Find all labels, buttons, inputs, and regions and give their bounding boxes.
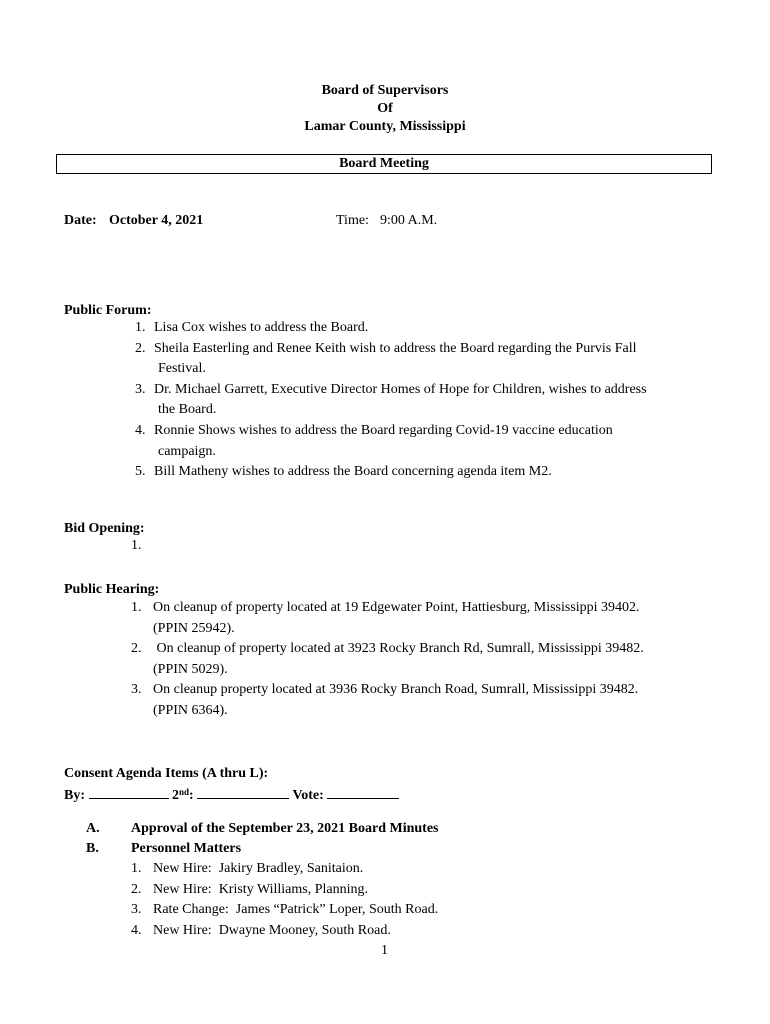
- list-item-number: 5.: [135, 464, 146, 479]
- list-item-number: 1.: [131, 538, 142, 553]
- by-label: By:: [64, 788, 85, 803]
- meeting-title-box: Board Meeting: [56, 154, 712, 174]
- list-item-continued: (PPIN 6364).: [153, 703, 228, 718]
- list-item-number: 3.: [135, 382, 146, 397]
- list-item: On cleanup of property located at 19 Edgewater Point, Hattiesburg, Mississippi 39402.: [153, 600, 640, 615]
- list-item-number: 1.: [131, 861, 142, 876]
- list-item: Rate Change: James “Patrick” Loper, South Road.: [153, 902, 439, 917]
- page-number: 1: [381, 943, 388, 958]
- list-item-number: 4.: [135, 423, 146, 438]
- list-item: New Hire: Kristy Williams, Planning.: [153, 882, 368, 897]
- list-item-number: 4.: [131, 923, 142, 938]
- list-item: Sheila Easterling and Renee Keith wish to address the Board regarding the Purvis Fall: [154, 341, 637, 356]
- title-line-2: Of: [377, 101, 393, 116]
- second-label: 2nd:: [172, 787, 194, 803]
- list-item: Ronnie Shows wishes to address the Board regarding Covid-19 vaccine education: [154, 423, 613, 438]
- list-item-continued: Festival.: [158, 361, 206, 376]
- section-letter: B.: [86, 841, 99, 856]
- list-item: On cleanup property located at 3936 Rocky Branch Road, Sumrall, Mississippi 39482.: [153, 682, 639, 697]
- section-title: Approval of the September 23, 2021 Board Minutes: [131, 821, 439, 836]
- date-label: Date:: [64, 213, 97, 228]
- list-item-number: 2.: [131, 882, 142, 897]
- list-item-number: 1.: [131, 600, 142, 615]
- list-item-continued: (PPIN 5029).: [153, 662, 228, 677]
- public-hearing-heading: Public Hearing:: [64, 582, 160, 597]
- second-blank: [197, 786, 289, 799]
- list-item: Dr. Michael Garrett, Executive Director Homes of Hope for Children, wishes to address: [154, 382, 647, 397]
- consent-agenda-heading: Consent Agenda Items (A thru L):: [64, 766, 269, 781]
- list-item-number: 3.: [131, 682, 142, 697]
- list-item-number: 2.: [131, 641, 142, 656]
- section-letter: A.: [86, 821, 100, 836]
- list-item: On cleanup of property located at 3923 Rocky Branch Rd, Sumrall, Mississippi 39482.: [153, 641, 644, 656]
- list-item-number: 1.: [135, 320, 146, 335]
- list-item: Bill Matheny wishes to address the Board concerning agenda item M2.: [154, 464, 552, 479]
- title-line-1: Board of Supervisors: [321, 83, 449, 98]
- list-item-continued: campaign.: [158, 444, 216, 459]
- time-value: 9:00 A.M.: [380, 213, 438, 228]
- section-title: Personnel Matters: [131, 841, 242, 856]
- vote-blank: [327, 786, 399, 799]
- vote-label: Vote:: [292, 788, 324, 803]
- time-label: Time:: [336, 213, 369, 228]
- list-item: New Hire: Dwayne Mooney, South Road.: [153, 923, 391, 938]
- by-blank: [89, 786, 169, 799]
- bid-opening-heading: Bid Opening:: [64, 521, 145, 536]
- date-value: October 4, 2021: [109, 213, 204, 228]
- list-item: New Hire: Jakiry Bradley, Sanitaion.: [153, 861, 364, 876]
- list-item-number: 2.: [135, 341, 146, 356]
- list-item-continued: (PPIN 25942).: [153, 621, 235, 636]
- public-forum-heading: Public Forum:: [64, 303, 152, 318]
- list-item: Lisa Cox wishes to address the Board.: [154, 320, 369, 335]
- vote-line: [64, 786, 399, 804]
- list-item-continued: the Board.: [158, 402, 217, 417]
- list-item-number: 3.: [131, 902, 142, 917]
- title-line-3: Lamar County, Mississippi: [304, 119, 466, 134]
